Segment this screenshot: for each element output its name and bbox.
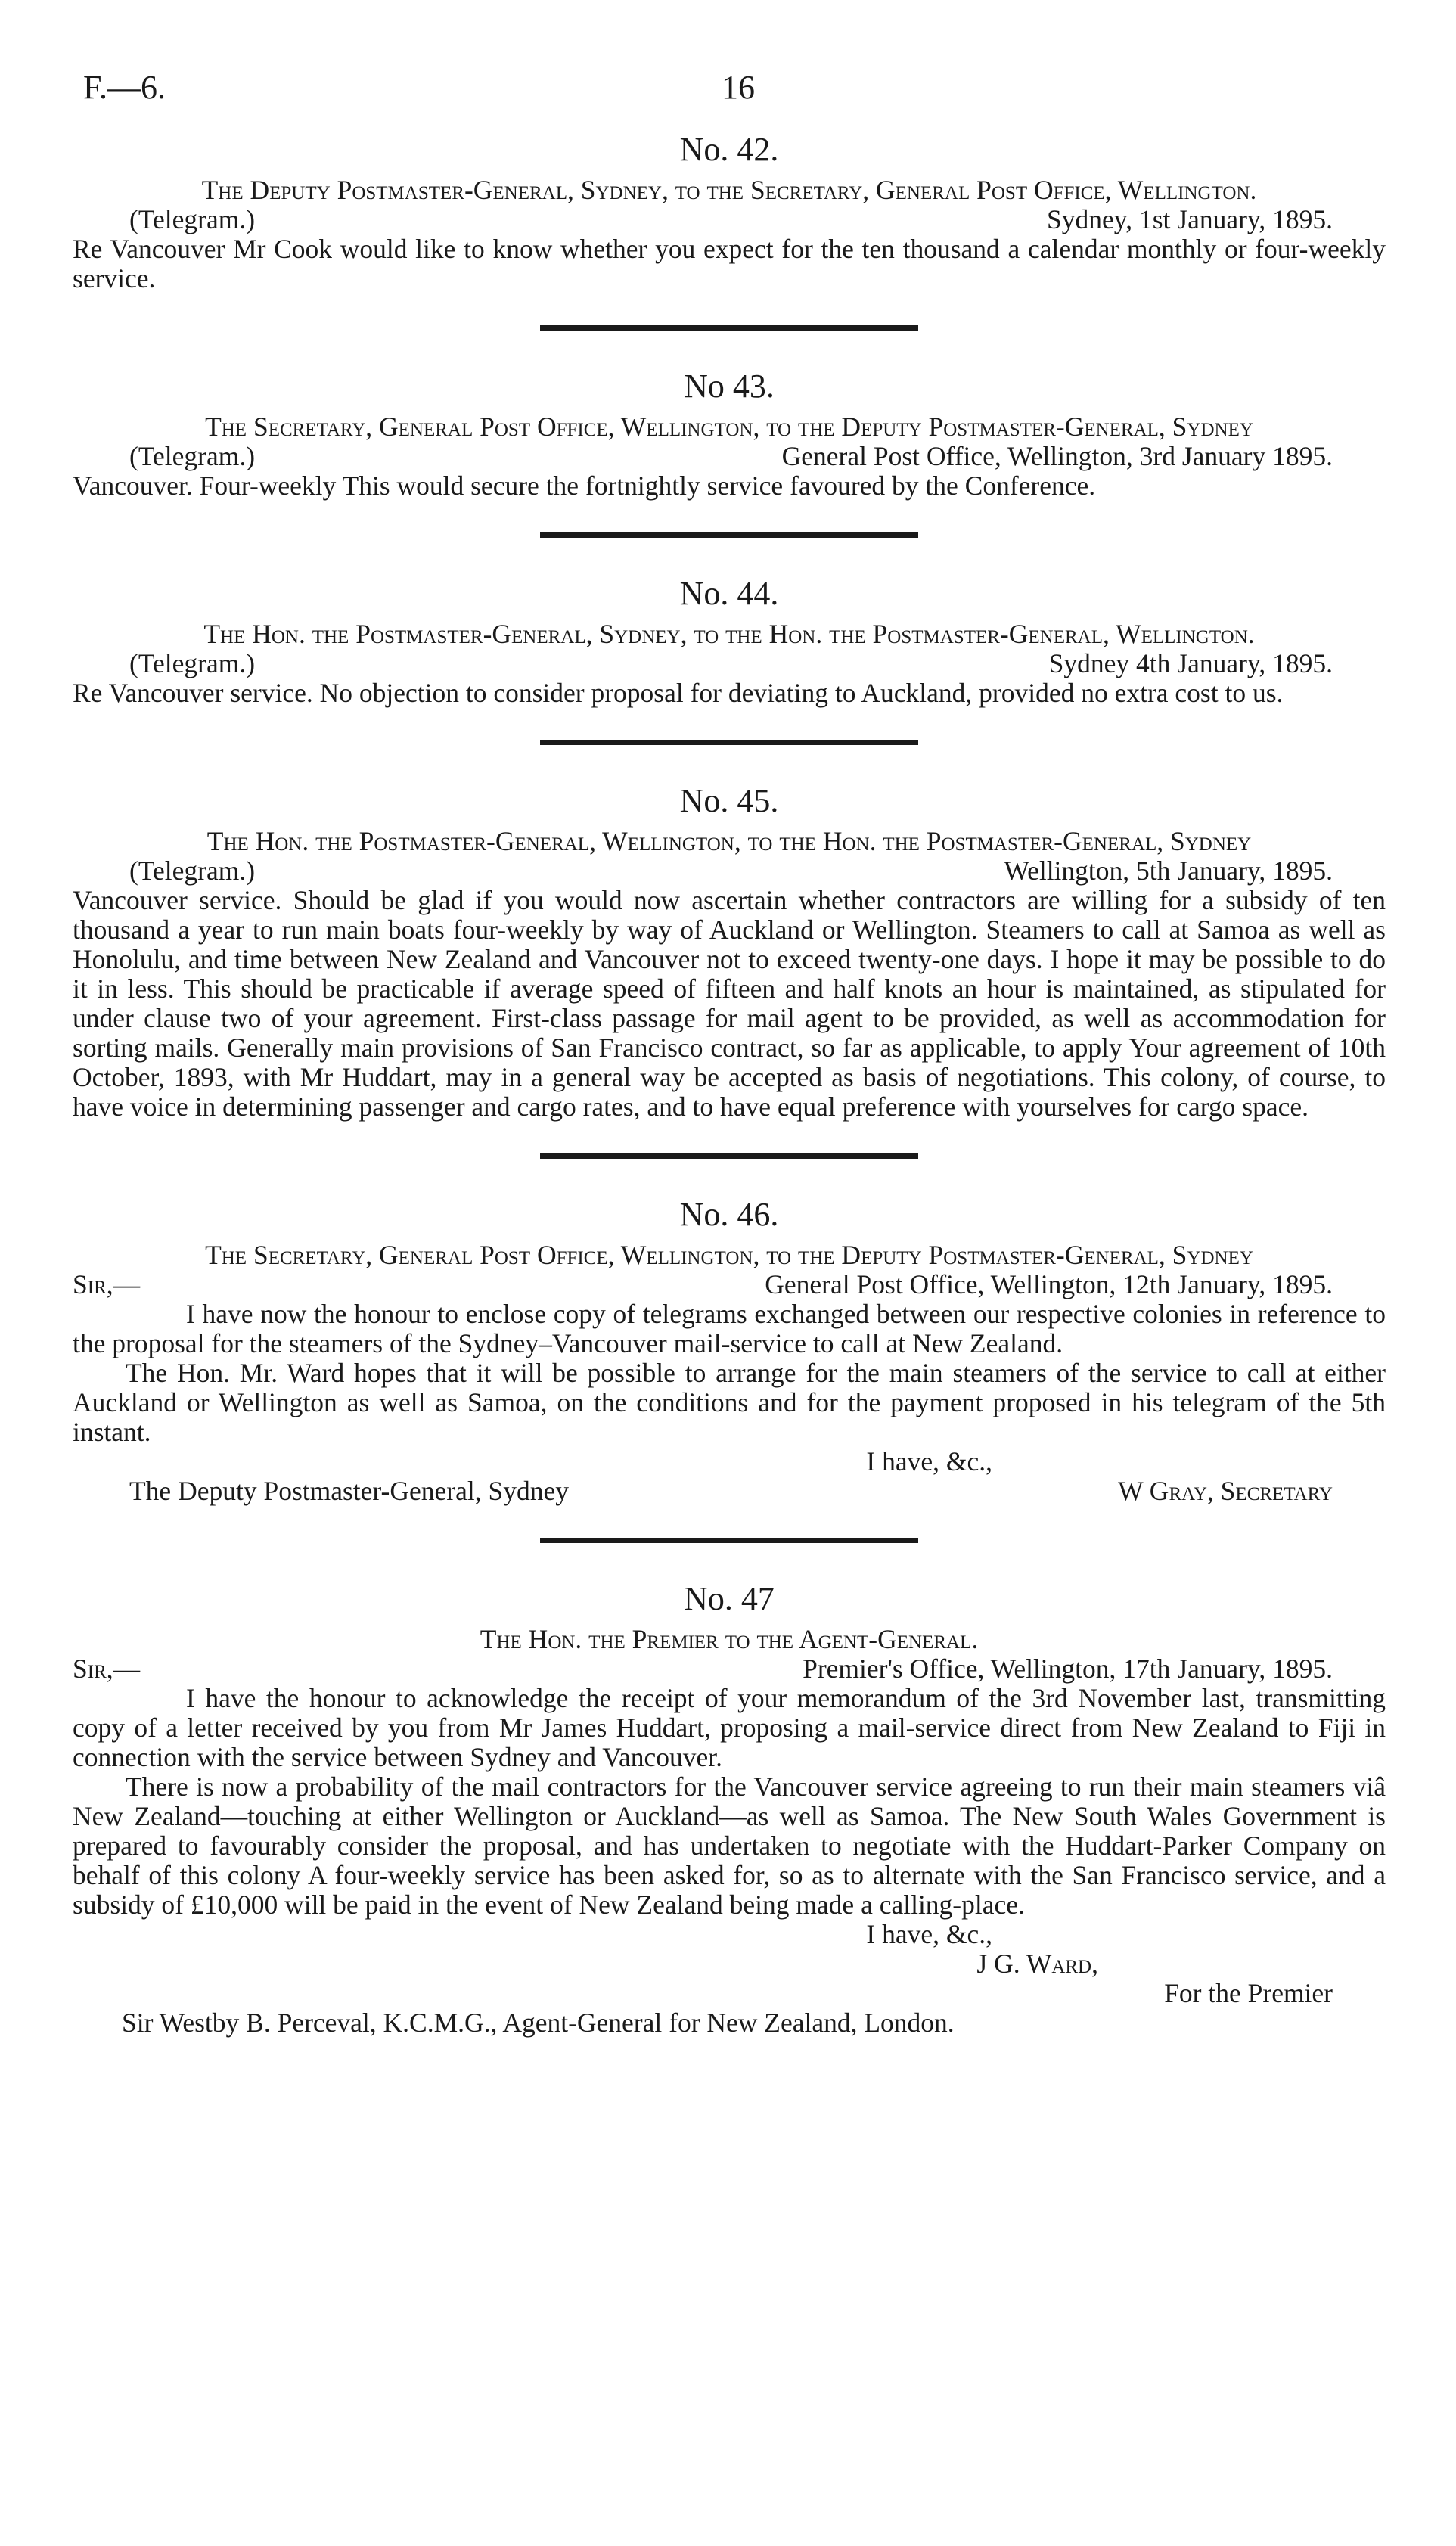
dateline: Sydney 4th January, 1895. <box>1048 648 1333 678</box>
item-heading: The Deputy Postmaster-General, Sydney, to the Secretary, General Post Office, Wellington. <box>201 175 1257 205</box>
letter-paragraph: I have the honour to acknowledge the receipt of your memorandum of the 3rd November last, transmitting copy of a letter received by you from Mr James Huddart, proposing a mail-service direct from New Zealand to Fiji in connection with the service between Sydney and Vancouver. <box>73 1683 1386 1772</box>
telegram-body: Vancouver. Four-weekly This would secure the fortnightly service favoured by the Conference. <box>73 470 1096 501</box>
section-divider <box>540 325 918 331</box>
addressee: The Deputy Postmaster-General, Sydney <box>129 1476 569 1506</box>
telegram-line <box>73 856 1386 886</box>
section-divider <box>540 740 918 745</box>
item-number: No. 47 <box>684 1580 775 1617</box>
telegram-label: (Telegram.) <box>129 855 256 886</box>
item-45 <box>73 781 1386 1122</box>
item-46 <box>73 1195 1386 1506</box>
salutation: Sir,— <box>73 1269 141 1299</box>
telegram-body: Re Vancouver service. No objection to consider proposal for deviating to Auckland, provided no extra cost to us. <box>73 678 1284 708</box>
closing: I have, &c., <box>866 1446 992 1476</box>
item-47 <box>73 1579 1386 2038</box>
item-heading: The Hon. the Postmaster-General, Wellington, to the Hon. the Postmaster-General, Sydney <box>206 826 1252 856</box>
addressee-signature-row <box>73 1476 1386 1506</box>
dateline: General Post Office, Wellington, 12th January, 1895. <box>765 1269 1333 1299</box>
item-heading: The Hon. the Premier to the Agent-General. <box>480 1624 979 1654</box>
item-number: No. 46. <box>679 1196 779 1233</box>
document-page <box>73 69 1386 2038</box>
item-42 <box>73 130 1386 293</box>
telegram-label: (Telegram.) <box>129 441 256 471</box>
dateline: Premier's Office, Wellington, 17th January, 1895. <box>803 1653 1333 1684</box>
telegram-label: (Telegram.) <box>129 204 256 234</box>
section-divider <box>540 1153 918 1159</box>
section-divider <box>540 1538 918 1543</box>
item-heading: The Secretary, General Post Office, Wellington, to the Deputy Postmaster-General, Sydney <box>205 411 1253 442</box>
item-number: No 43. <box>684 368 775 405</box>
telegram-body: Re Vancouver Mr Cook would like to know whether you expect for the ten thousand a calendar monthly or four-weekly service. <box>73 234 1386 293</box>
telegram-body: Vancouver service. Should be glad if you would now ascertain whether contractors are willing for a subsidy of ten thousand a year to run main boats four-weekly by way of Auckland or Wellington. Steamers to call at Samoa as well as Honolulu, and time between New Zealand and Vancouver not to exceed twenty-one days. I hope it may be possible to do it in less. This should be practicable if average speed of fifteen and half knots an hour is maintained, as stipulated for under clause two of your agreement. First-class passage for mail agent to be provided, as well as accommodation for sorting mails. Generally main provisions of San Francisco contract, so far as applicable, to apply Your agreement of 10th October, 1893, with Mr Huddart, may in a general way be accepted as basis of negotiations. This colony, of course, to have voice in determining passenger and cargo rates, and to have equal preference with yourselves for cargo space. <box>73 885 1386 1122</box>
section-divider <box>540 532 918 538</box>
page-header <box>73 69 1386 127</box>
signature: W Gray, Secretary <box>1118 1476 1333 1506</box>
document-reference: F.—6. <box>83 69 166 106</box>
addressee: Sir Westby B. Perceval, K.C.M.G., Agent-General for New Zealand, London. <box>122 2007 955 2038</box>
dateline: Wellington, 5th January, 1895. <box>1004 855 1333 886</box>
item-number: No. 44. <box>679 575 779 612</box>
letter-dateline-row <box>73 1654 1386 1684</box>
salutation: Sir,— <box>73 1653 141 1684</box>
telegram-line <box>73 205 1386 234</box>
letter-paragraph: The Hon. Mr. Ward hopes that it will be possible to arrange for the main steamers of the service to call at either Auckland or Wellington as well as Samoa, on the conditions and for the payment proposed in his telegram of the 5th instant. <box>73 1358 1386 1447</box>
signature-title: For the Premier <box>1164 1978 1333 2008</box>
item-number: No. 42. <box>679 131 779 168</box>
item-heading: The Hon. the Postmaster-General, Sydney, to the Hon. the Postmaster-General, Wellington. <box>203 619 1255 649</box>
dateline: Sydney, 1st January, 1895. <box>1047 204 1333 234</box>
telegram-line <box>73 649 1386 678</box>
item-heading: The Secretary, General Post Office, Wellington, to the Deputy Postmaster-General, Sydney <box>205 1240 1253 1270</box>
closing: I have, &c., <box>866 1919 992 1949</box>
item-44 <box>73 574 1386 708</box>
letter-paragraph: There is now a probability of the mail contractors for the Vancouver service agreeing to run their main steamers viâ New Zealand—touching at either Wellington or Auckland—as well as Samoa. The New South Wales Government is prepared to favourably consider the proposal, and has undertaken to negotiate with the Huddart-Parker Company on behalf of this colony A four-weekly service has been asked for, so as to alternate with the San Francisco service, and a subsidy of £10,000 will be paid in the event of New Zealand being made a calling-place. <box>73 1771 1386 1920</box>
letter-dateline-row <box>73 1270 1386 1299</box>
signature: J G. Ward, <box>976 1948 1098 1979</box>
dateline: General Post Office, Wellington, 3rd January 1895. <box>781 441 1333 471</box>
item-number: No. 45. <box>679 782 779 819</box>
item-43 <box>73 367 1386 501</box>
telegram-label: (Telegram.) <box>129 648 256 678</box>
page-number: 16 <box>722 69 755 106</box>
letter-paragraph: I have now the honour to enclose copy of telegrams exchanged between our respective colonies in reference to the proposal for the steamers of the Sydney–Vancouver mail-service to call at New Zealand. <box>73 1299 1386 1358</box>
telegram-line <box>73 442 1386 471</box>
